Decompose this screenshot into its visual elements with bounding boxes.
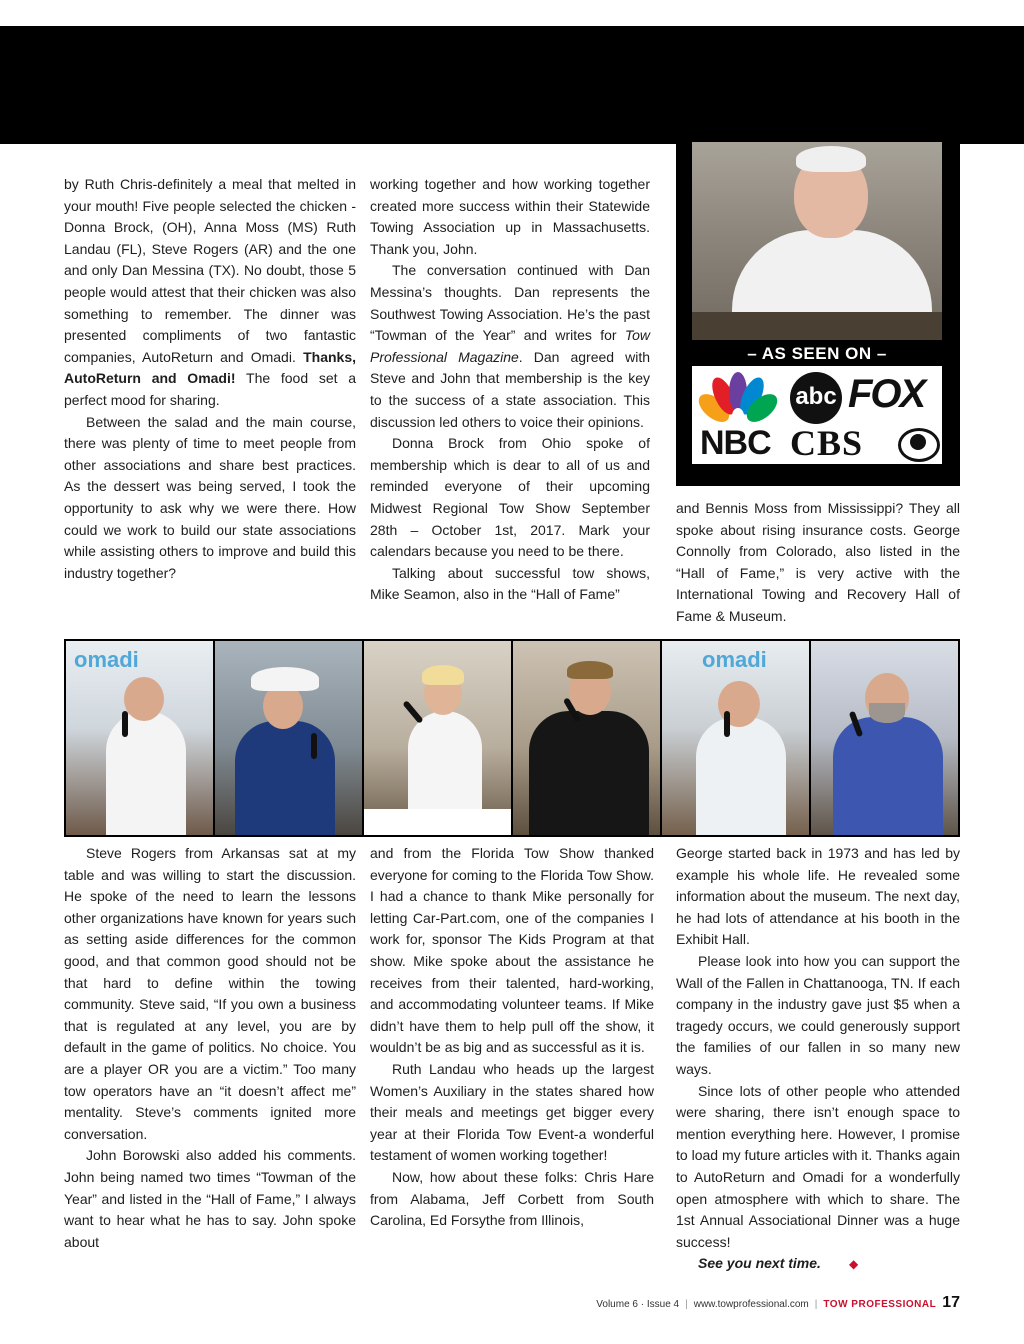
paragraph — [64, 174, 356, 412]
volume-issue: Volume 6 · Issue 4 — [596, 1299, 680, 1310]
page-footer — [596, 1294, 960, 1312]
nbc-logo: NBC — [700, 424, 771, 462]
photo-speaker-3 — [364, 641, 511, 835]
beard-shape — [869, 703, 905, 723]
see-you-next-time: See you next time. — [698, 1255, 821, 1272]
hair-shape — [567, 661, 613, 679]
photo-speaker-6 — [811, 641, 958, 835]
omadi-logo: omadi — [74, 647, 139, 672]
paragraph: and from the Florida Tow Show thanked everyone for coming to the Florida Tow Show. I had a chance to thank Mike personally for letting Car-Part.com, one of the companies I work for, sponsor The Kids Program at that show. Mike spoke about the assistance he receives from their talented, hard-working, and accommodating volunteer teams. If Mike didn’t have them to help pull off the show, it wouldn’t be as big and as successful as it is. — [370, 845, 654, 1056]
bold-thanks: Thanks, AutoReturn and Omadi! — [64, 348, 357, 387]
blonde-hair-shape — [422, 665, 464, 685]
photo-speaker-1 — [66, 641, 213, 835]
cbs-logo: CBS — [790, 423, 864, 463]
column-3-bottom — [676, 843, 960, 1276]
column-2-top — [370, 174, 650, 606]
as-seen-on-label: – AS SEEN ON – — [692, 340, 942, 368]
end-mark-diamond-icon: ◆ — [848, 1257, 859, 1272]
paragraph — [370, 260, 650, 433]
hair-shape — [796, 146, 866, 172]
magazine-title: Tow Professional Magazine — [370, 327, 650, 365]
doctor-portrait-photo — [692, 142, 942, 344]
header-banner — [0, 26, 1024, 144]
paragraph: Between the salad and the main course, there was plenty of time to meet people from other associations and share best practices. As the dessert was being served, I took the opportunity to ask why we were there. How could we work to build our state associations while assisting others to improve and build this industry together? — [64, 413, 356, 581]
footer-separator: | — [685, 1299, 688, 1310]
paragraph: Steve Rogers from Arkansas sat at my table and was willing to start the discussion. He spoke of the need to learn the lessons other organizations have known for years such as setting aside differences for the common good, and that common good should not be that hard to define within the towing community. Steve said, “If you own a business that is regulated at any level, you are by default in the game of politics. No choice. You are a player OR you are a victim.” Too many tow operators have an “it doesn’t affect me” mentality. Steve’s comments ignited more conversation. — [64, 845, 356, 1142]
nbc-peacock-icon — [698, 372, 778, 426]
paragraph: working together and how working together created more success within their Statewide Towing Association up in Massachusetts. Thank you, John. — [370, 176, 650, 257]
paragraph: John Borowski also added his comments. John being named two times “Towman of the Year” and listed in the “Hall of Fame,” I always want to hear what he has to say. John spoke about — [64, 1147, 356, 1250]
abc-logo: abc — [790, 372, 842, 424]
microphone-icon — [122, 711, 128, 737]
paragraph: and Bennis Moss from Mississippi? They all spoke about rising insurance costs. George Connolly from Colorado, also listed in the “Hall of Fame,” is very active with the International Towing and Recovery Hall of Fame & Museum. — [676, 500, 960, 624]
paragraph-text: The conversation continued with Dan Messina’s thoughts. Dan represents the Southwest Towing Association. He’s the past “Towman of the Year” and writes for — [370, 262, 650, 344]
website-url: www.towprofessional.com — [693, 1299, 809, 1310]
paragraph: George started back in 1973 and has led by example his whole life. He revealed some information about the museum. The next day, he had lots of attendance at his booth in the Exhibit Hall. — [676, 845, 960, 948]
paragraph: Now, how about these folks: Chris Hare from Alabama, Jeff Corbett from South Carolina, Ed Forsythe from Illinois, — [370, 1168, 654, 1229]
column-1-bottom — [64, 843, 356, 1253]
network-logos — [692, 366, 942, 464]
white-hat-shape — [251, 667, 319, 691]
microphone-icon — [311, 733, 317, 759]
paragraph: Please look into how you can support the Wall of the Fallen in Chattanooga, TN. If each company in the industry gave just $5 when a tragedy occurs, we could generously support the families of our fallen in so many new ways. — [676, 952, 960, 1077]
microphone-icon — [724, 711, 730, 737]
paragraph-text: The food set a perfect mood for sharing. — [64, 370, 356, 408]
magazine-name: TOW PROFESSIONAL — [823, 1299, 937, 1310]
fox-logo: FOX — [848, 372, 925, 416]
footer-separator: | — [814, 1299, 818, 1310]
closing-line — [676, 1253, 960, 1276]
paragraph: Ruth Landau who heads up the largest Women’s Auxiliary in the states shared how their meals and meetings get bigger every year at their Florida Tow Event-a wonderful testament of women working together! — [370, 1060, 654, 1164]
event-photo-strip — [64, 639, 960, 837]
photo-speaker-5 — [662, 641, 809, 835]
paragraph: Since lots of other people who attended were sharing, there isn’t enough space to mention everything here. However, I promise to load my future articles with it. Thanks again to AutoReturn and Omadi for a wonderfully open atmosphere with which to share. The 1st Annual Associational Dinner was a huge success! — [676, 1082, 960, 1250]
column-2-bottom — [370, 843, 654, 1232]
photo-speaker-4 — [513, 641, 660, 835]
photo-speaker-2 — [215, 641, 362, 835]
paragraph-text: . Dan agreed with Steve and John that membership is the key to the success of a state association. This discussion led others to voice their opinions. — [370, 348, 650, 430]
cbs-pupil-icon — [910, 434, 926, 450]
column-3-top — [676, 498, 960, 628]
omadi-logo: omadi — [702, 647, 767, 672]
as-seen-on-promo — [676, 140, 960, 486]
paragraph: Talking about successful tow shows, Mike Seamon, also in the “Hall of Fame” — [370, 564, 650, 603]
paragraph: Donna Brock from Ohio spoke of membership which is dear to all of us and reminded everyone of their upcoming Midwest Regional Tow Show September 28th – October 1st, 2017. Mark your calendars because you need to be there. — [370, 435, 650, 560]
column-1-top — [64, 174, 356, 584]
table-cloth-shape — [364, 809, 511, 835]
page-number: 17 — [942, 1294, 960, 1311]
paragraph-text: by Ruth Chris-definitely a meal that melted in your mouth! Five people selected the chicken - Donna Brock, (OH), Anna Moss (MS) Ruth Landau (FL), Steve Rogers (AR) and the one and only Dan Messina (TX). No doubt, those 5 people would attest that their chicken was also something to remember. The dinner was presented compliments of two fantastic companies, AutoReturn and Omadi. — [64, 176, 356, 365]
